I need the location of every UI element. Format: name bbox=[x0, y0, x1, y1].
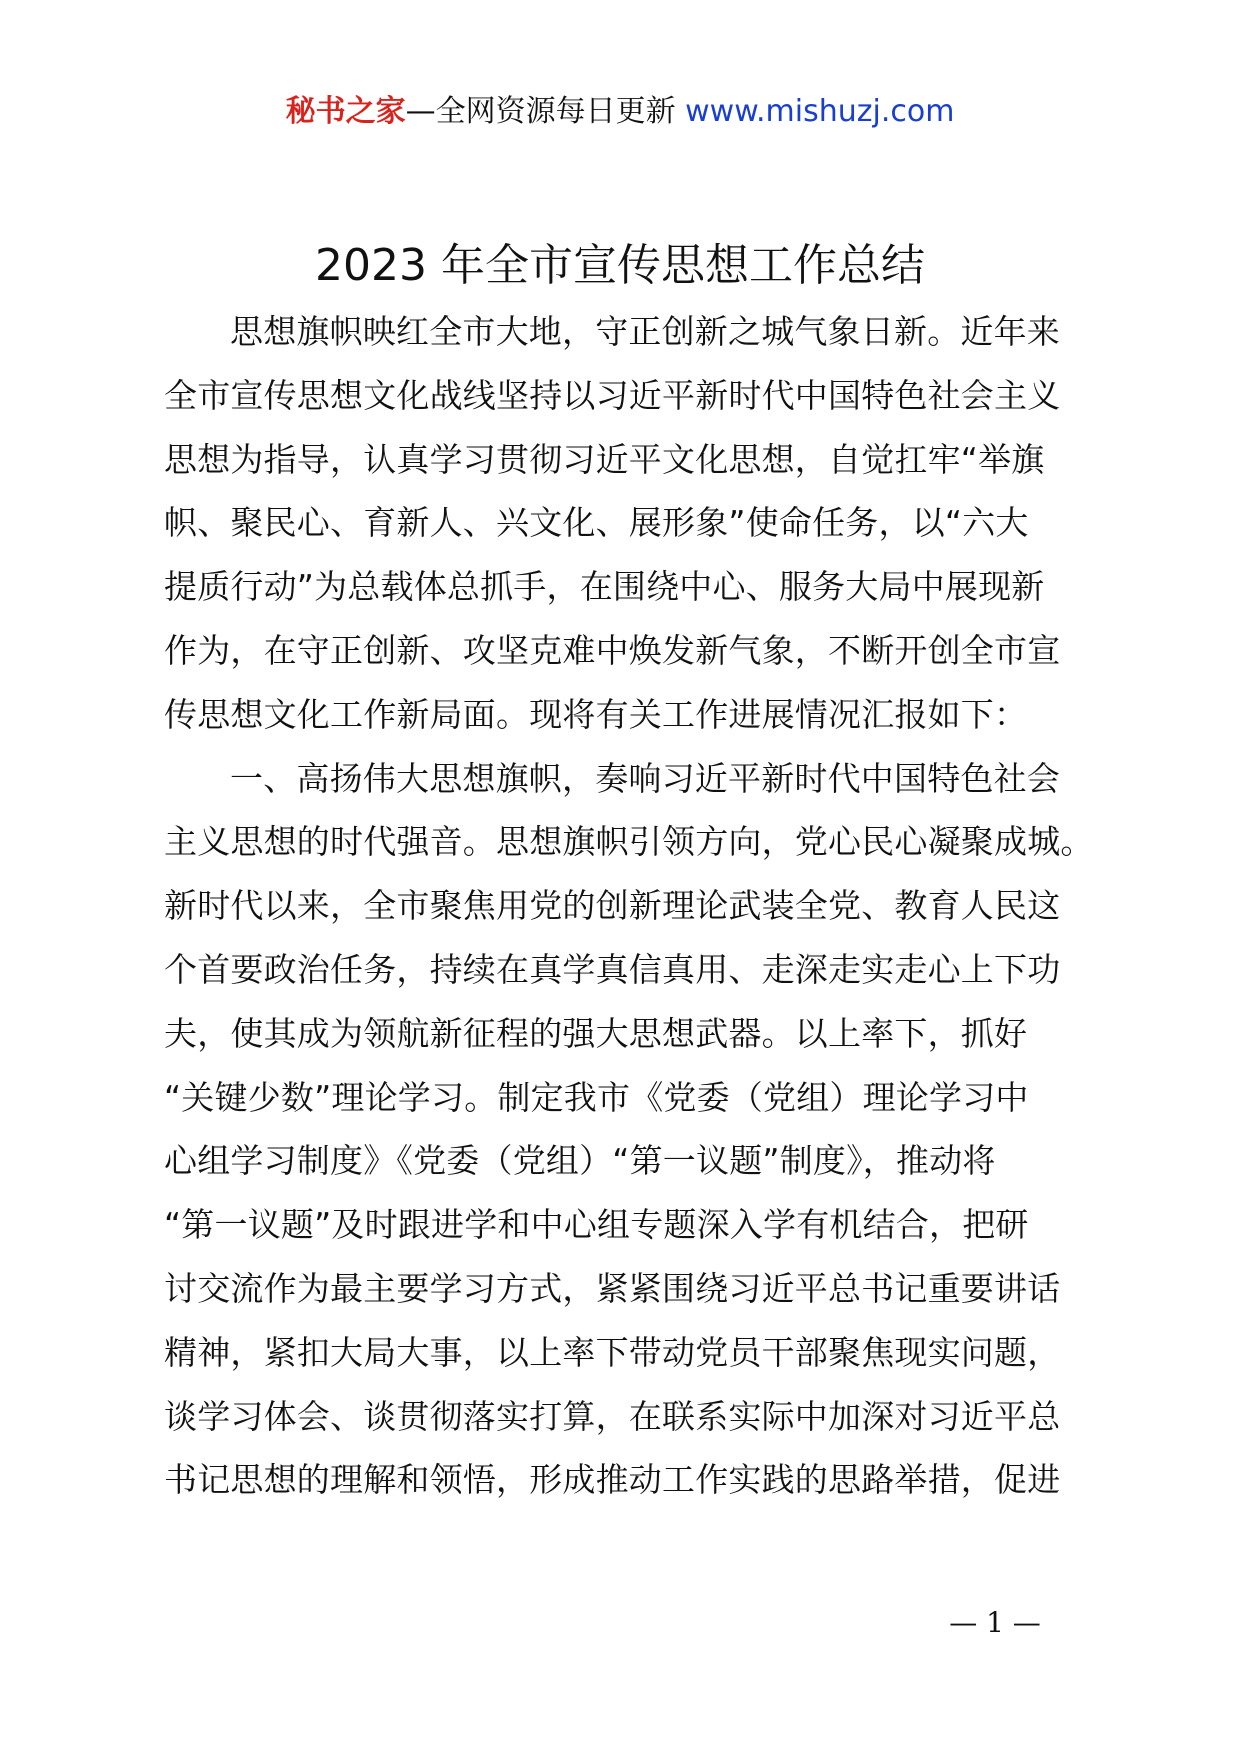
header-tagline: —全网资源每日更新 bbox=[405, 94, 686, 129]
document-body bbox=[164, 300, 1094, 1512]
site-header-banner bbox=[0, 92, 1240, 132]
paragraph-line: 谈学习体会、谈贯彻落实打算，在联系实际中加深对习近平总 bbox=[164, 1396, 1061, 1436]
paragraph-line: 思想旗帜映红全市大地，守正创新之城气象日新。近年来 bbox=[230, 312, 1060, 351]
paragraph-line: “关键少数”理论学习。制定我市《党委（党组）理论学习中 bbox=[164, 1077, 1029, 1117]
paragraph-line: 帜、聚民心、育新人、兴文化、展形象”使命任务，以“六大 bbox=[164, 503, 1029, 543]
paragraph-line: 新时代以来，全市聚焦用党的创新理论武装全党、教育人民这 bbox=[164, 886, 1061, 926]
brand-name: 秘书之家 bbox=[285, 94, 406, 129]
paragraph-line: 夫，使其成为领航新征程的强大思想武器。以上率下，抓好 bbox=[164, 1013, 1028, 1053]
paragraph-line: 全市宣传思想文化战线坚持以习近平新时代中国特色社会主义 bbox=[164, 375, 1061, 415]
page-number: — 1 — bbox=[949, 1606, 1041, 1639]
paragraph-line: 传思想文化工作新局面。现将有关工作进展情况汇报如下： bbox=[164, 694, 1028, 734]
paragraph-line: 个首要政治任务，持续在真学真信真用、走深走实走心上下功 bbox=[164, 949, 1061, 989]
paragraph-line: 心组学习制度》《党委（党组）“第一议题”制度》，推动将 bbox=[164, 1141, 996, 1181]
paragraph-line: 主义思想的时代强音。思想旗帜引领方向，党心民心凝聚成城。 bbox=[164, 822, 1094, 862]
paragraph-line: 提质行动”为总载体总抓手，在围绕中心、服务大局中展现新 bbox=[164, 567, 1045, 607]
paragraph-line: 思想为指导，认真学习贯彻习近平文化思想，自觉扛牢“举旗 bbox=[164, 439, 1045, 479]
paragraph-line: 精神，紧扣大局大事，以上率下带动党员干部聚焦现实问题， bbox=[164, 1332, 1061, 1372]
paragraph-line: “第一议题”及时跟进学和中心组专题深入学有机结合，把研 bbox=[164, 1205, 1029, 1245]
paragraph-line: 作为，在守正创新、攻坚克难中焕发新气象，不断开创全市宣 bbox=[164, 630, 1061, 670]
site-url[interactable]: www.mishuzj.com bbox=[685, 94, 955, 129]
paragraph-line: 书记思想的理解和领悟，形成推动工作实践的思路举措，促进 bbox=[164, 1460, 1061, 1500]
section-heading-line: 一、高扬伟大思想旗帜，奏响习近平新时代中国特色社会 bbox=[230, 758, 1060, 798]
paragraph-line: 讨交流作为最主要学习方式，紧紧围绕习近平总书记重要讲话 bbox=[164, 1268, 1061, 1308]
document-title: 2023 年全市宣传思想工作总结 bbox=[315, 240, 925, 291]
